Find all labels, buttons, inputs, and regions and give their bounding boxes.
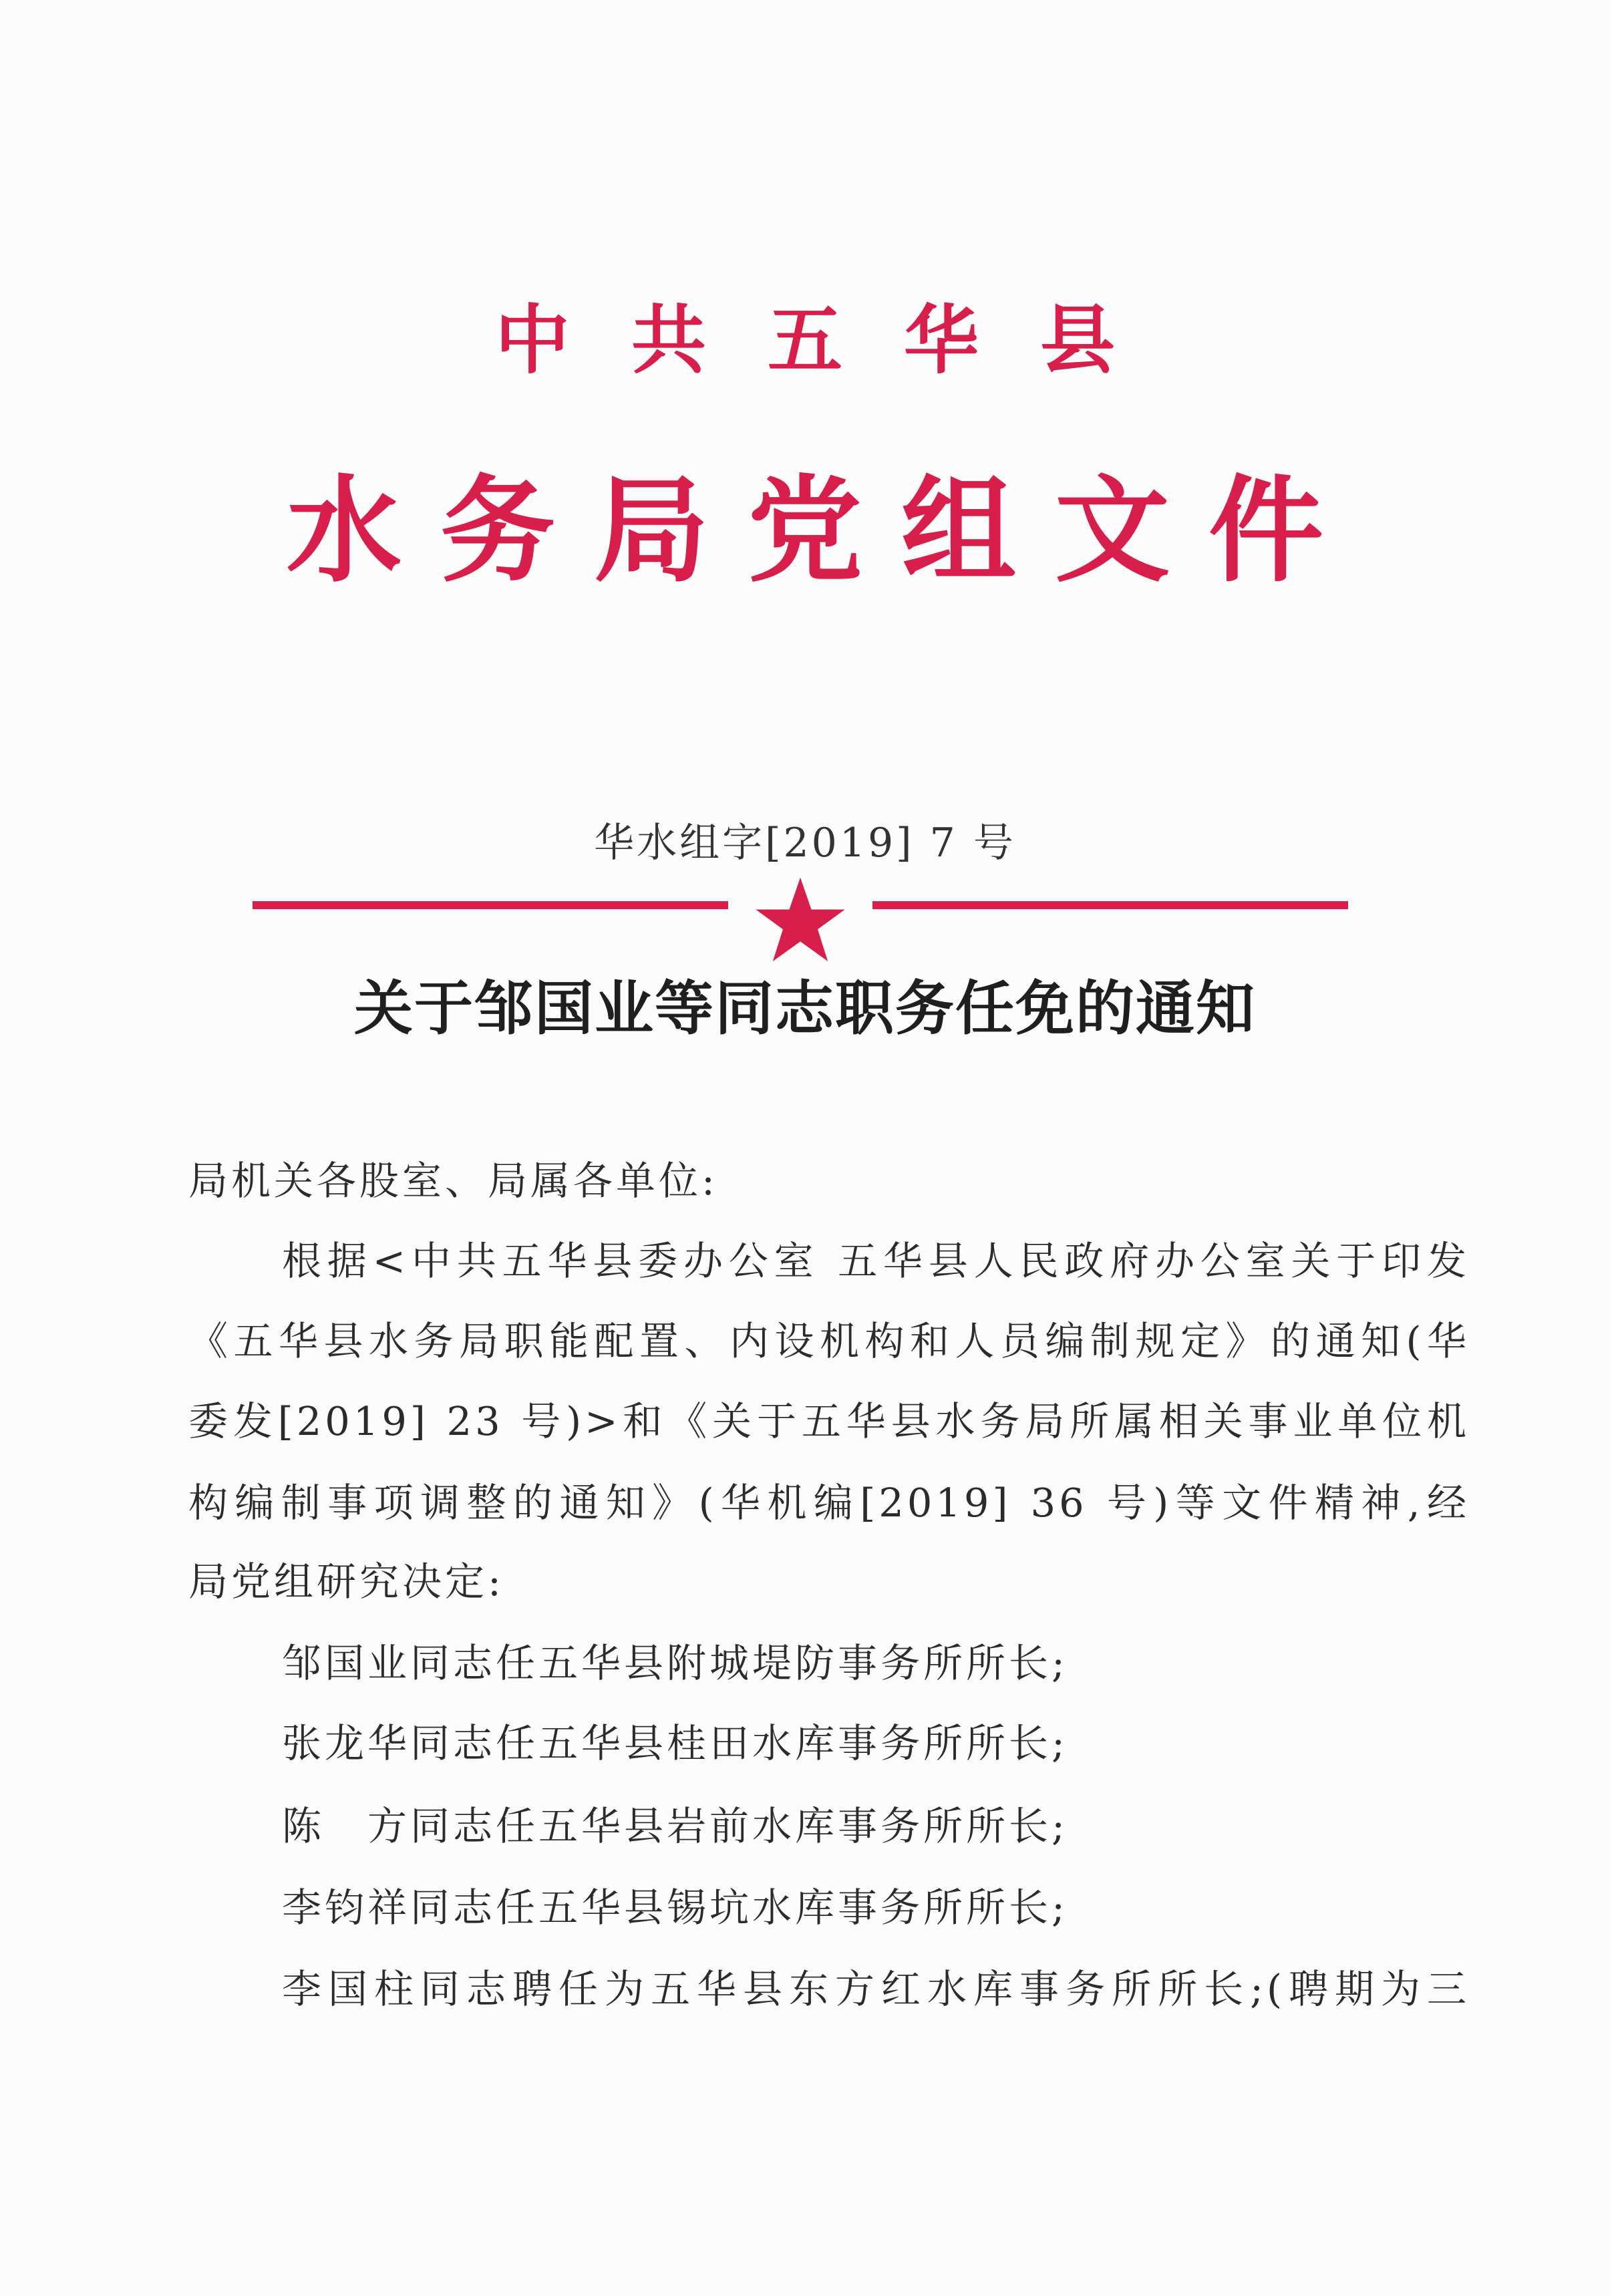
appointment-item: 张龙华同志任五华县桂田水库事务所所长; <box>282 1720 1068 1766</box>
document-body <box>188 1154 1470 2036</box>
paragraph-line: 局党组研究决定: <box>188 1559 504 1605</box>
appointment-item: 邹国业同志任五华县附城堤防事务所所长; <box>282 1640 1068 1686</box>
issuing-organization-line1: 中共五华县 <box>495 297 1176 384</box>
document-type-heading: 水务局党组文件 <box>287 464 1362 598</box>
appointment-item: 陈 方同志任五华县岩前水库事务所所长; <box>282 1803 1068 1849</box>
star-icon <box>754 874 847 967</box>
paragraph-line: 《五华县水务局职能配置、内设机构和人员编制规定》的通知(华 <box>188 1318 1470 1364</box>
paragraph-line: 委发[2019] 23 号)>和《关于五华县水务局所属相关事业单位机 <box>188 1398 1470 1444</box>
paragraph-line: 根据<中共五华县委办公室 五华县人民政府办公室关于印发 <box>282 1238 1470 1284</box>
red-rule-right <box>872 901 1348 909</box>
appointment-item: 李国柱同志聘任为五华县东方红水库事务所所长;(聘期为三 <box>282 1966 1470 2012</box>
red-rule-left <box>253 901 728 909</box>
paragraph-line: 构编制事项调整的通知》(华机编[2019] 36 号)等文件精神,经 <box>188 1480 1470 1526</box>
notice-title: 关于邹国业等同志职务任免的通知 <box>353 974 1256 1043</box>
appointment-item: 李钧祥同志任五华县锡坑水库事务所所长; <box>282 1884 1068 1931</box>
addressee: 局机关各股室、局属各单位: <box>188 1158 718 1204</box>
document-number: 华水组字[2019] 7 号 <box>594 820 1016 866</box>
